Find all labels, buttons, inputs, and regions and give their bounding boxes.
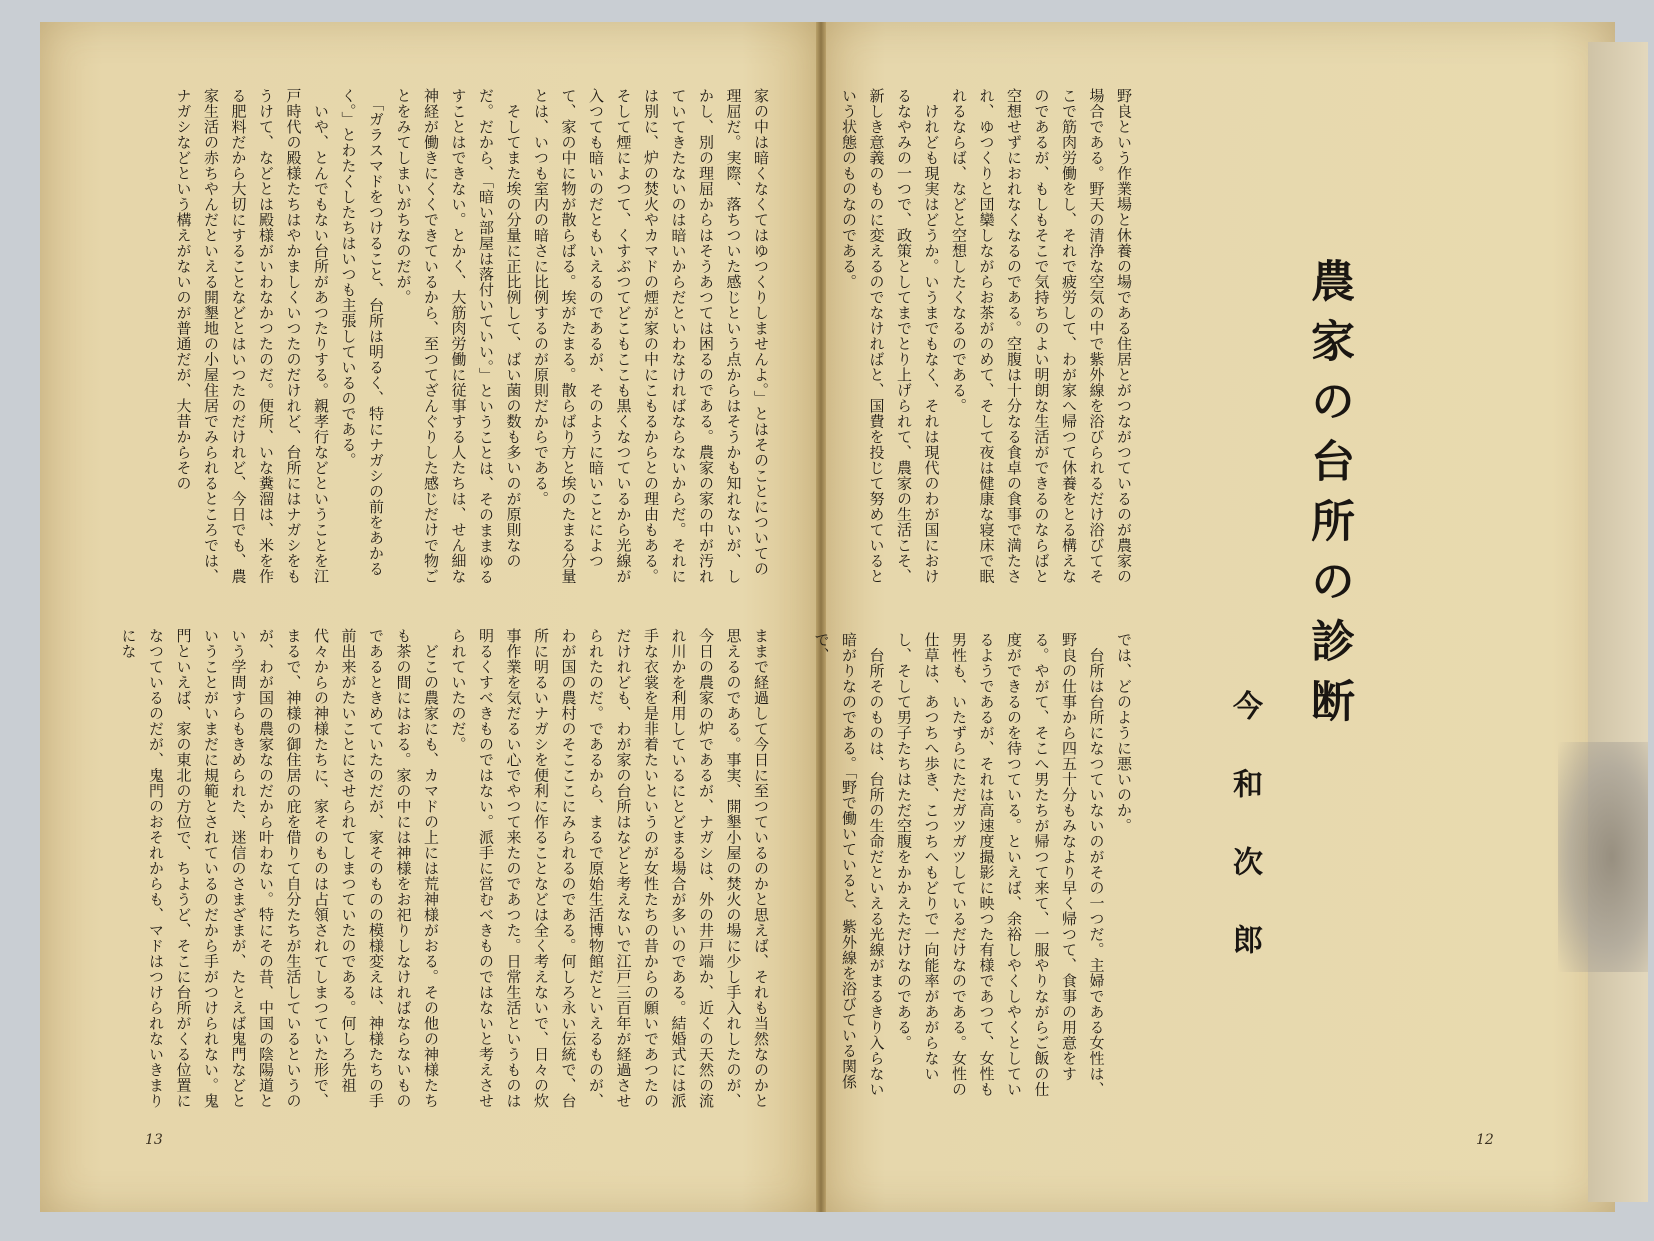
article-author: 今和次郎 bbox=[1227, 690, 1262, 1002]
left-lower-text-block: ままで経過して今日に至つているのかと思えば、それも当然なのかと思えるのである。事実、開墾小屋の焚火の場に少し手入れしたのが、今日の農家の炉であるが、ナガシは、外の井戸端か、近くの天然の流れ川かを利用しているにとどまる場合が多いのである。結婚式には派手な衣裳を是非着たいというのが女性たちの昔からの願いであつたのだけれども、わが家の台所はなどと考えないで江戸三百年が経過させられたのだ。であるから、まるで原始生活博物館だといえるものが、わが国の農村のそこここにみられるのである。何しろ永い伝統で、台所に明るいナガシを便利に作ることなどは全く考えないで、日々の炊事作業を気だるい心でやつて来たのであつた。日常生活というものは明るくすべきものではない。派手に営むべきものではないと考えさせられていたのだ。 どこの農家にも、カマドの上には荒神様がおる。その他の神様たちも茶の間にはおる。家の中には神様をお祀りしなければならないものであるときめていたのだが、家そのものの模様変えは、神様たちの手前出来がたいことにさせられてしまつていたのである。何しろ先祖代々からの神様たちに、家そのものは占領されてしまつていた形で、まるで、神様の御住居の庇を借りて自分たちが生活しているというのが、わが国の農家なのだから叶わない。特にその昔、中国の陰陽道という学問すらもきめられた、迷信のさまざまが、たとえば鬼門などということがいまだに規範とされているのだから手がつけられない。鬼門といえば、家の東北の方位で、ちようど、そこに台所がくる位置になつているのだが、鬼門のおそれからも、マドはつけられないきまりにな bbox=[119, 628, 770, 1109]
page-number-left: 13 bbox=[145, 1132, 163, 1148]
right-lower-text-block: では、どのように悪いのか。 台所は台所になつていないのがその一つだ。主婦である女性は、野良の仕事から四五十分もみなより早く帰つて、食事の用意をする。やがて、そこへ男たちが帰つて来て、一服やりながらご飯の仕度ができるのを待つている。といえば、余裕しやくしやくとしているようであるが、それは高速度撮影に映つた有様であつて、女性も男性も、いたずらにただガツガツしているだけなのである。女性の仕草は、あつちへ歩き、こつちへもどりで一向能率があがらないし、そして男子たちはただ空腹をかかえただけなのである。 台所そのものは、台所の生命だといえる光線がまるきり入らない暗がりなのである。「野で働いていると、紫外線を浴びている関係で、 bbox=[812, 632, 1133, 1097]
next-page-edge bbox=[1588, 42, 1648, 1202]
page-gutter bbox=[816, 22, 826, 1212]
page-number-right: 12 bbox=[1476, 1132, 1494, 1148]
left-upper-text-block: 家の中は暗くなくてはゆつくりしませんよ。」とはそのことについての理屈だ。実際、落ちついた感じという点からはそうかも知れないが、しかし、別の理屈からはそうあつては困るのである。農家の家の中が汚れていてきたないのは暗いからだといわなければならないからだ。それには別に、炉の焚火やカマドの煙が家の中にこもるからとの理由もある。そして煙によつて、くすぶつてどこもここも黒くなつているから光線が入つても暗いのだともいえるのであるが、そのように暗いことによつて、家の中に物が散らばる。埃がたまる。散らばり方と埃のたまる分量とは、いつも室内の暗さに比例するのが原則だからである。 そしてまた埃の分量に正比例して、ばい菌の数も多いのが原則なのだ。だから、「暗い部屋は落付いていい。」ということは、そのままゆるすことはできない。とかく、大筋肉労働に従事する人たちは、せん細な神経が働きにくくできているから、至つてざんぐりした感じだけで物ごとをみてしまいがちなのだが。 「ガラスマドをつけること、台所は明るく、特にナガシの前をあかるく。」とわたくしたちはいつも主張しているのである。 いや、とんでもない台所があつたりする。親孝行などということを江戸時代の殿様たちはやかましくいつたのだけれど、台所にはナガシをもうけて、などとは殿様がいわなかつたのだ。便所、いな糞溜は、米を作る肥料だから大切にすることなどとはいつたのだけれど、今日でも、農家生活の赤ちやんだといえる開墾地の小屋住居でみられるところでは、ナガシなどという構えがないのが普通だが、大昔からその bbox=[174, 88, 770, 585]
page-stain bbox=[1558, 742, 1648, 972]
article-title: 農家の台所の診断 bbox=[1303, 258, 1354, 738]
right-upper-text-block: 野良という作業場と休養の場である住居とがつながつているのが農家の場合である。野天の清浄な空気の中で紫外線を浴びられるだけ浴びてそこで筋肉労働をし、それで疲労して、わが家へ帰つて休養をとる構えなのであるが、もしもそこで気持ちのよい明朗な生活ができるのならばと空想せずにおれなくなるのである。空腹は十分なる食卓の食事で満たされ、ゆつくりと団欒しながらお茶がのめて、そして夜は健康な寝床で眠れるならば、などと空想したくなるのである。 けれども現実はどうか。いうまでもなく、それは現代のわが国におけるなやみの一つで、政策としてまでとり上げられて、農家の生活こそ、新しき意義のものに変えるのでなければと、国費を投じて努めているという状態のものなのである。 bbox=[840, 88, 1133, 584]
